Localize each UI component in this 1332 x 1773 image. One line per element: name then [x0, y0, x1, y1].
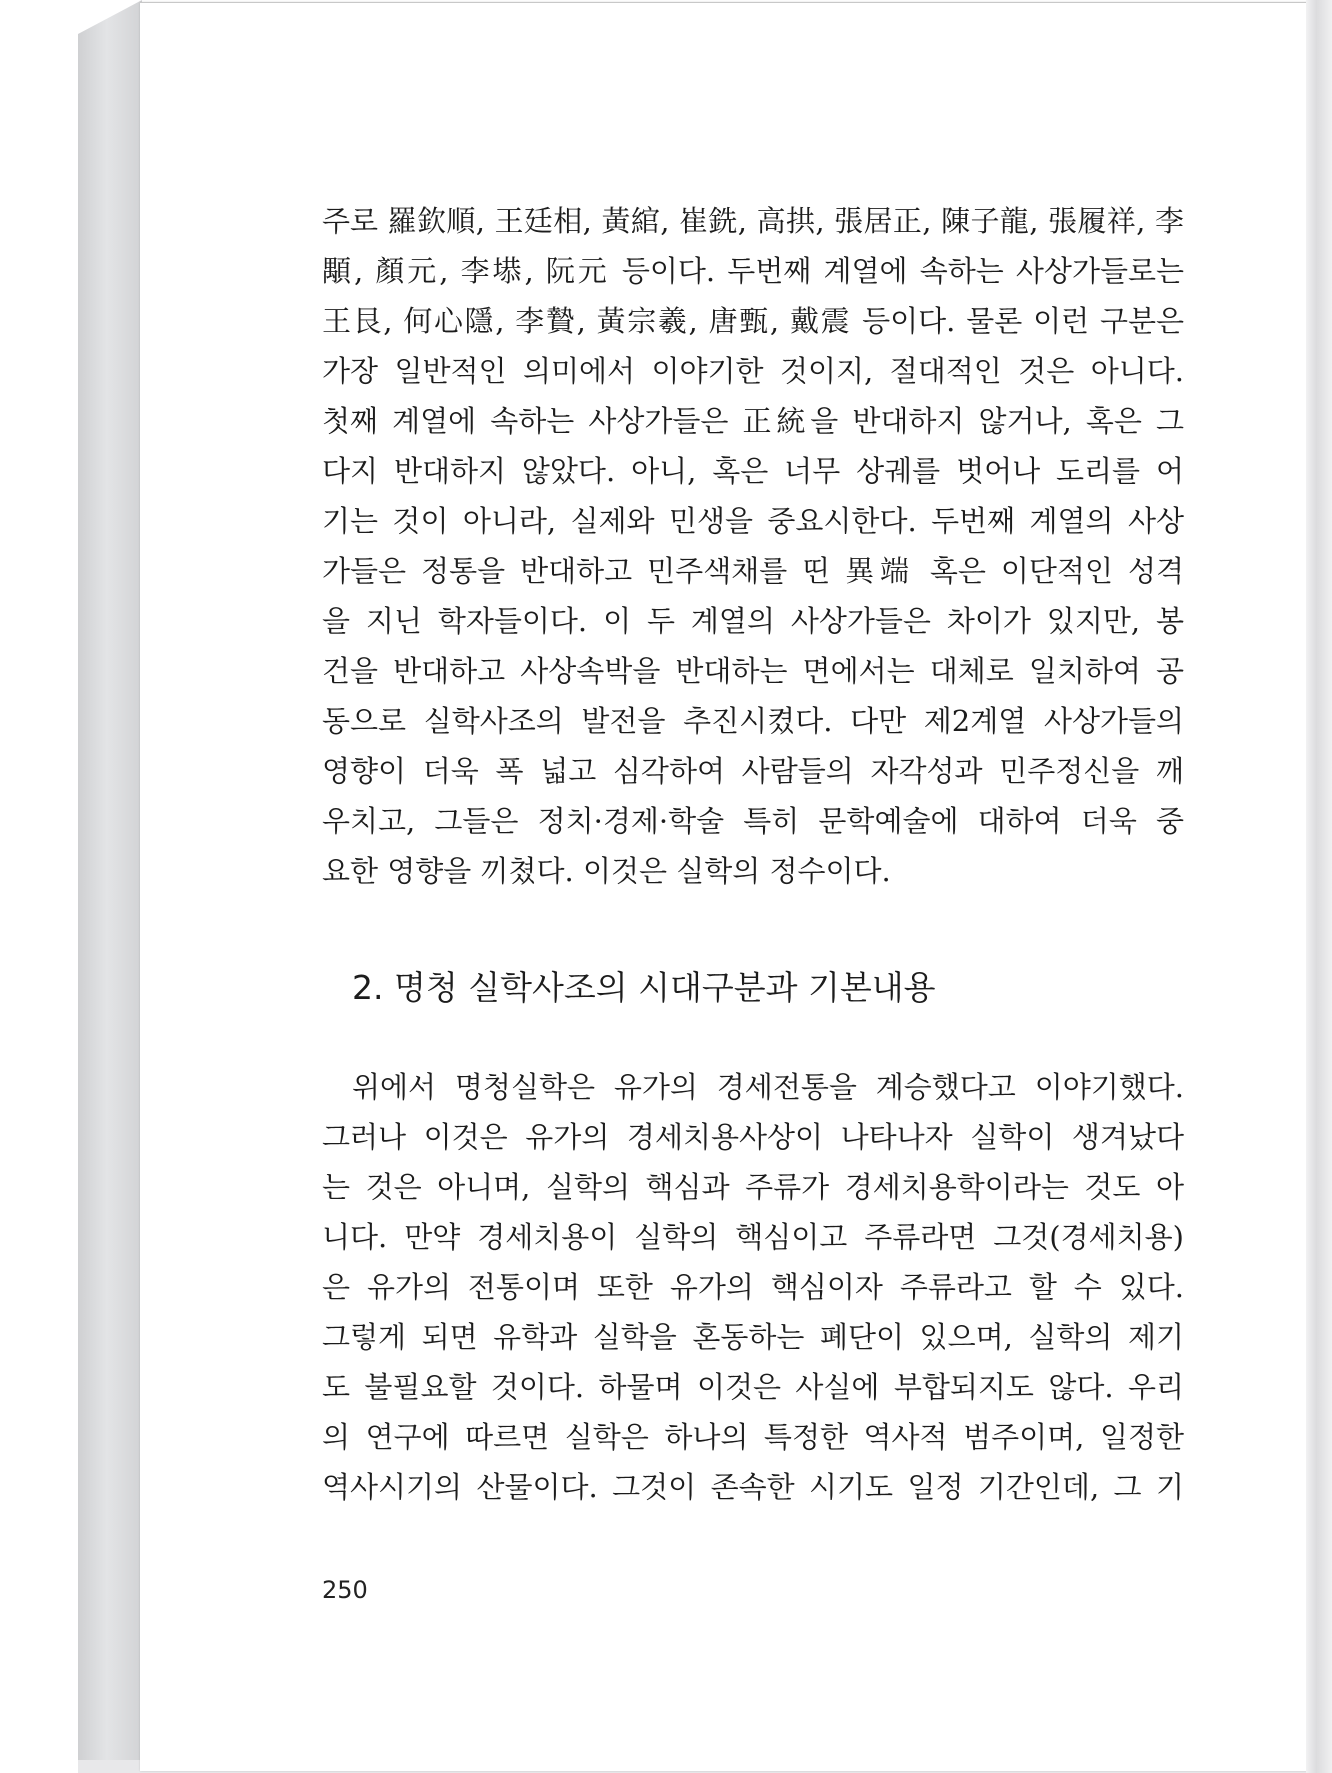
text-line: 건을 반대하고 사상속박을 반대하는 면에서는 대체로 일치하여 공: [322, 654, 1184, 688]
text-line: 은 유가의 전통이며 또한 유가의 핵심이자 주류라고 할 수 있다.: [322, 1270, 1184, 1304]
text-line: 주로 羅欽順, 王廷相, 黃綰, 崔銑, 高拱, 張居正, 陳子龍, 張履祥, 李: [322, 204, 1184, 238]
text-line: 도 불필요할 것이다. 하물며 이것은 사실에 부합되지도 않다. 우리: [322, 1370, 1184, 1404]
text-line: 가장 일반적인 의미에서 이야기한 것이지, 절대적인 것은 아니다.: [322, 354, 1184, 388]
text-line: 顒, 顏元, 李塨, 阮元 등이다. 두번째 계열에 속하는 사상가들로는: [322, 254, 1184, 288]
text-line: 의 연구에 따르면 실학은 하나의 특정한 역사적 범주이며, 일정한: [322, 1420, 1184, 1454]
text-line: 니다. 만약 경세치용이 실학의 핵심이고 주류라면 그것(경세치용): [322, 1220, 1184, 1254]
paragraph-1: [322, 196, 1184, 896]
text-line: 영향이 더욱 폭 넓고 심각하여 사람들의 자각성과 민주정신을 깨: [322, 754, 1184, 788]
text-line: 그렇게 되면 유학과 실학을 혼동하는 폐단이 있으며, 실학의 제기: [322, 1320, 1184, 1354]
text-line: 기는 것이 아니라, 실제와 민생을 중요시한다. 두번째 계열의 사상: [322, 504, 1184, 538]
text-line: 가들은 정통을 반대하고 민주색채를 띤 異端 혹은 이단적인 성격: [322, 554, 1184, 588]
text-line: 을 지닌 학자들이다. 이 두 계열의 사상가들은 차이가 있지만, 봉: [322, 604, 1184, 638]
text-line: 첫째 계열에 속하는 사상가들은 正統을 반대하지 않거나, 혹은 그: [322, 404, 1184, 438]
text-line: 동으로 실학사조의 발전을 추진시켰다. 다만 제2계열 사상가들의: [322, 704, 1184, 738]
text-line: 위에서 명청실학은 유가의 경세전통을 계승했다고 이야기했다.: [352, 1070, 1184, 1104]
page-number: 250: [322, 1576, 368, 1604]
text-line: 는 것은 아니며, 실학의 핵심과 주류가 경세치용학이라는 것도 아: [322, 1170, 1184, 1204]
paragraph-2: [322, 1062, 1184, 1512]
text-line: 王艮, 何心隱, 李贄, 黃宗羲, 唐甄, 戴震 등이다. 물론 이런 구분은: [322, 304, 1184, 338]
text-line: 요한 영향을 끼쳤다. 이것은 실학의 정수이다.: [322, 854, 891, 888]
page-right-edge: [1306, 0, 1332, 1773]
book-spine: [78, 0, 142, 1773]
section-heading: 2. 명청 실학사조의 시대구분과 기본내용: [352, 968, 936, 1007]
text-line: 역사시기의 산물이다. 그것이 존속한 시기도 일정 기간인데, 그 기: [322, 1470, 1184, 1504]
text-line: 우치고, 그들은 정치·경제·학술 특히 문학예술에 대하여 더욱 중: [322, 804, 1184, 838]
text-line: 다지 반대하지 않았다. 아니, 혹은 너무 상궤를 벗어나 도리를 어: [322, 454, 1184, 488]
text-line: 그러나 이것은 유가의 경세치용사상이 나타나자 실학이 생겨났다: [322, 1120, 1184, 1154]
